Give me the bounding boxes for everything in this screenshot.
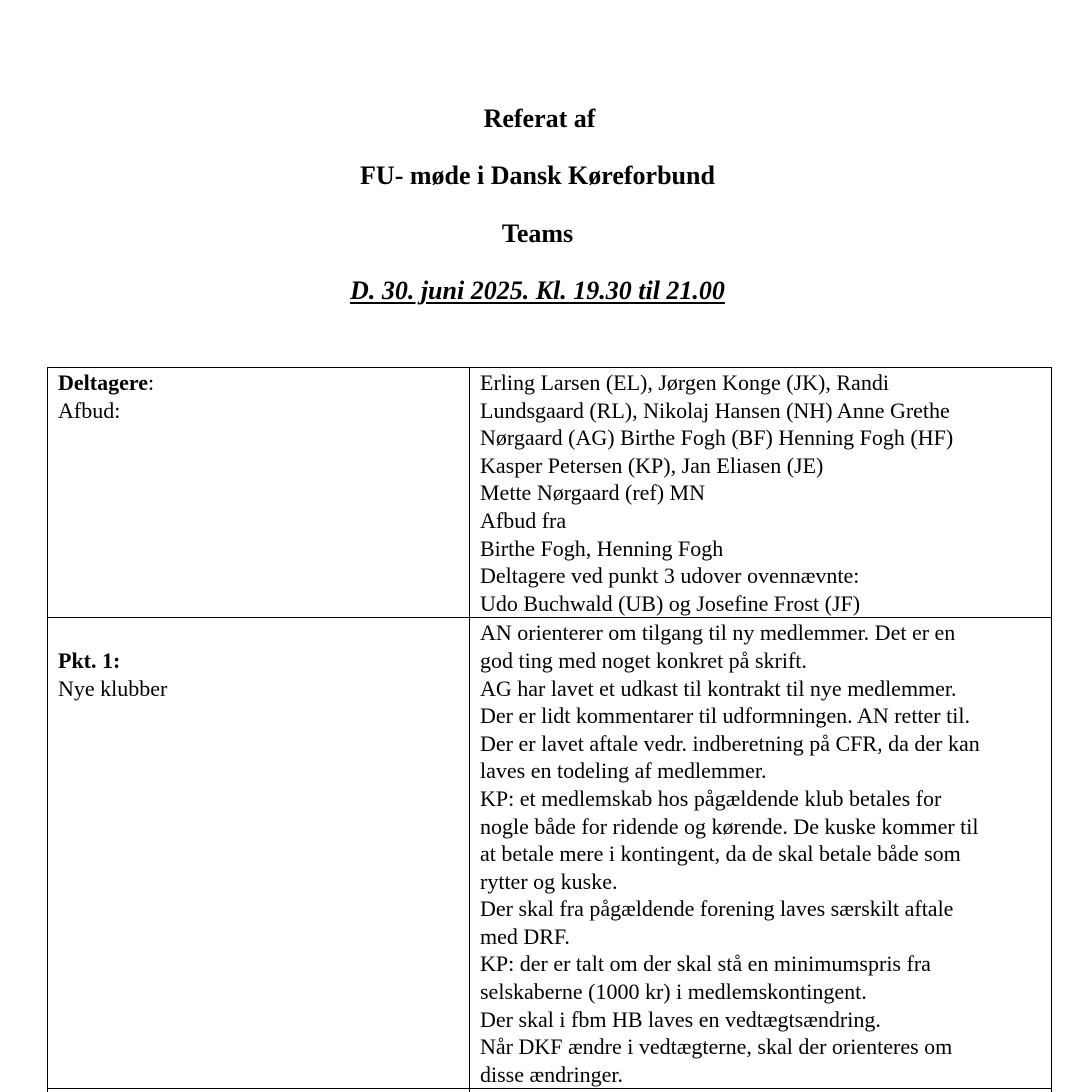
absent-label: Afbud: <box>58 397 121 423</box>
participants-label <box>58 369 459 397</box>
participants-text-line: Erling Larsen (EL), Jørgen Konge (JK), Randi <box>480 370 889 395</box>
participants-label-colon: : <box>148 370 155 395</box>
table-row <box>48 618 1052 1089</box>
title-line-1: Referat af <box>483 104 596 133</box>
item-1-text-line: KP: der er talt om der skal stå en minimumspris fra <box>480 951 931 977</box>
item-1-text-line: laves en todeling af medlemmer. <box>480 758 767 784</box>
title-line-3: Teams <box>501 219 574 248</box>
item-1-text-line: AG har lavet et udkast til kontrakt til nye medlemmer. <box>480 675 957 701</box>
participants-text-line: Birthe Fogh, Henning Fogh <box>480 535 724 561</box>
item-1-text-line: Der er lidt kommentarer til udformningen. AN retter til. <box>480 703 970 729</box>
participants-text-line: Deltagere ved punkt 3 udover ovennævnte: <box>480 563 860 589</box>
participants-text-line: Mette Nørgaard (ref) MN <box>480 480 706 506</box>
item-1-text-line: rytter og kuske. <box>480 868 618 894</box>
participants-text-line: Afbud fra <box>480 507 567 533</box>
participants-label-cell <box>48 368 470 618</box>
item-1-title: Nye klubber <box>58 675 168 701</box>
meeting-date: D. 30. juni 2025. Kl. 19.30 til 21.00 <box>350 276 725 305</box>
participants-cell <box>470 368 1052 618</box>
participants-text-line: Kasper Petersen (KP), Jan Eliasen (JE) <box>480 452 824 478</box>
participants-text-line: Nørgaard (AG) Birthe Fogh (BF) Henning Fogh (HF) <box>480 425 954 451</box>
item-1-label-cell <box>48 618 470 1089</box>
item-1-text-line: med DRF. <box>480 923 570 949</box>
item-1-text-line: god ting med noget konkret på skrift. <box>480 647 807 673</box>
title-line-2: FU- møde i Dansk Køreforbund <box>360 161 715 190</box>
minutes-table <box>47 367 1052 1092</box>
item-1-text-line: disse ændringer. <box>480 1061 623 1087</box>
item-1-text-line: AN orienterer om tilgang til ny medlemmer. Det er en <box>480 620 956 646</box>
item-1-number: Pkt. 1: <box>58 648 121 674</box>
item-1-text-line: Der skal fra pågældende forening laves særskilt aftale <box>480 896 954 922</box>
item-1-text-line: nogle både for ridende og kørende. De kuske kommer til <box>480 813 979 839</box>
item-1-text-line: selskaberne (1000 kr) i medlemskontingent. <box>480 979 867 1005</box>
participants-label-bold: Deltagere <box>58 370 148 395</box>
participants-text-line: Udo Buchwald (UB) og Josefine Frost (JF) <box>480 590 861 616</box>
participants-text-line: Lundsgaard (RL), Nikolaj Hansen (NH) Anne Grethe <box>480 397 950 423</box>
item-1-text-line: Når DKF ændre i vedtægterne, skal der orienteres om <box>480 1034 953 1060</box>
item-1-text-line: at betale mere i kontingent, da de skal betale både som <box>480 841 961 867</box>
item-1-text-line: KP: et medlemskab hos pågældende klub betales for <box>480 785 942 811</box>
item-1-text-line: Der er lavet aftale vedr. indberetning på CFR, da der kan <box>480 730 980 756</box>
item-1-content-cell <box>470 618 1052 1089</box>
table-row <box>48 368 1052 618</box>
item-1-text-line: Der skal i fbm HB laves en vedtægtsændring. <box>480 1006 881 1032</box>
